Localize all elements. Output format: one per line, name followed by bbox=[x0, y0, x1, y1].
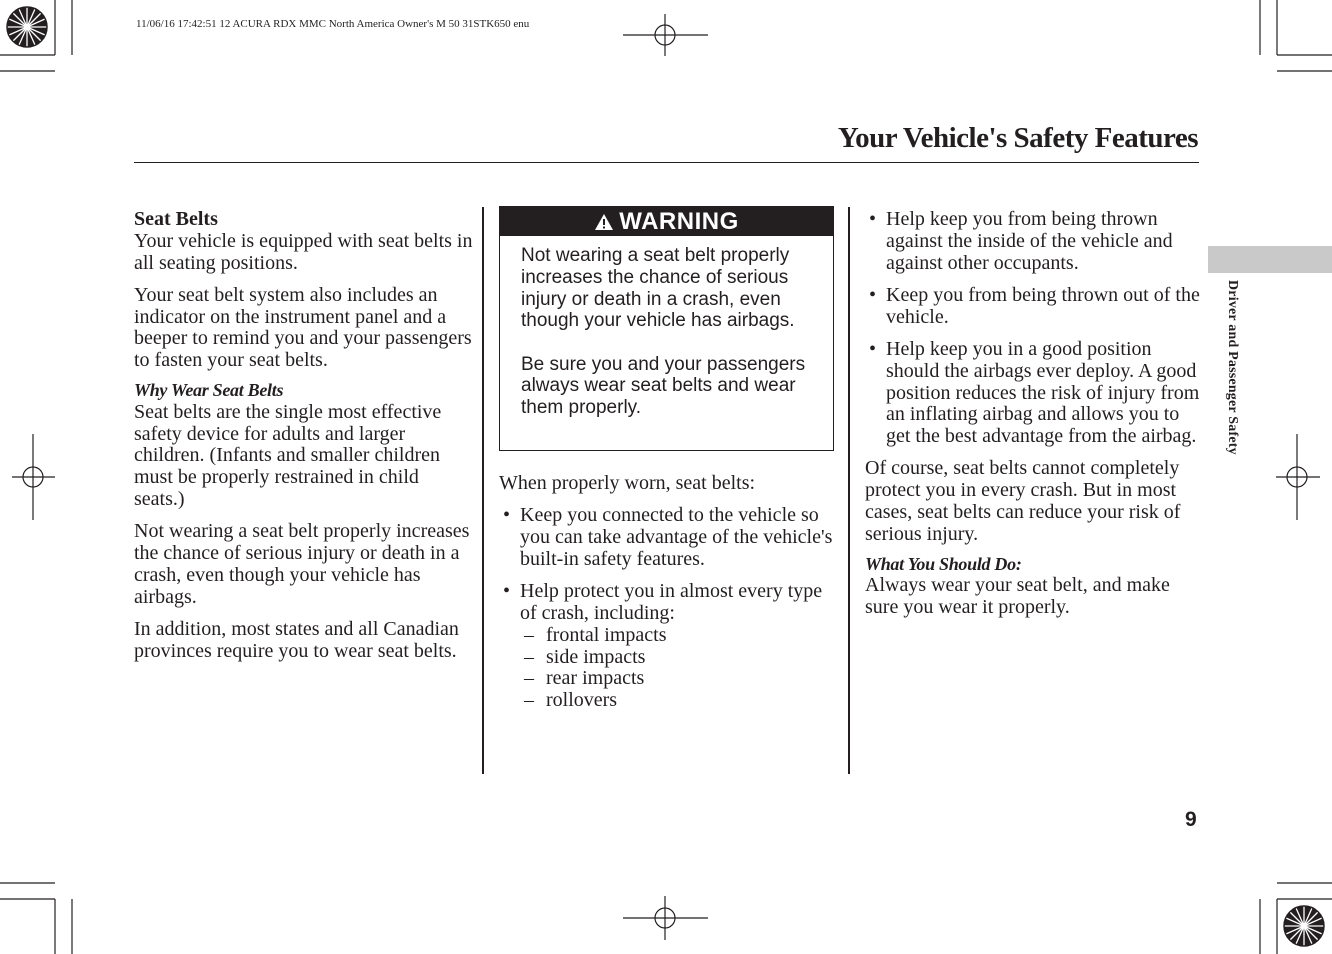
warning-text: Not wearing a seat belt properly increases the chance of serious injury or death in a crash, even though your vehicle has airbags. bbox=[521, 245, 795, 332]
crash-types-list bbox=[520, 625, 834, 712]
list-item: – frontal impacts bbox=[520, 625, 834, 647]
list-item: • Help keep you from being thrown against the inside of the vehicle and against other occupants. bbox=[865, 209, 1201, 274]
paragraph: Seat belts are the single most effective safety device for adults and larger children. (Infants and smaller children must be properly restrained in child seats.) bbox=[134, 400, 442, 511]
warning-text: Be sure you and your passengers always wear seat belts and wear them properly. bbox=[521, 353, 806, 419]
column-divider bbox=[848, 207, 850, 774]
list-item: • Help keep you in a good position should the airbags ever deploy. A good position reduces the risk of injury from an inflating airbag and allows you to get the best advantage from the airbag. bbox=[865, 339, 1201, 448]
list-item-text: Help protect you in almost every type of crash, including: bbox=[520, 580, 823, 624]
print-header: 11/06/16 17:42:51 12 ACURA RDX MMC North America Owner's M 50 31STK650 enu bbox=[136, 18, 530, 30]
column-divider bbox=[482, 207, 484, 774]
list-item: – rollovers bbox=[520, 690, 834, 712]
page-title: Your Vehicle's Safety Features bbox=[837, 122, 1198, 154]
warning-header bbox=[500, 207, 833, 236]
paragraph: Not wearing a seat belt properly increases the chance of serious injury or death in a crash, even though your vehicle has airbags. bbox=[134, 520, 470, 608]
warning-box bbox=[499, 206, 834, 451]
subheading: Why Wear Seat Belts bbox=[134, 380, 284, 401]
list-item bbox=[499, 581, 834, 712]
section-tab-label: Driver and Passenger Safety bbox=[1225, 280, 1240, 455]
list-item: – side impacts bbox=[520, 647, 834, 669]
column-3 bbox=[865, 209, 1201, 619]
benefits-list bbox=[499, 505, 834, 712]
subheading: What You Should Do: bbox=[865, 553, 1022, 574]
paragraph: Your vehicle is equipped with seat belts in all seating positions. bbox=[134, 229, 473, 274]
list-item: • Keep you from being thrown out of the vehicle. bbox=[865, 285, 1201, 329]
warning-body bbox=[500, 236, 833, 419]
paragraph: Your seat belt system also includes an indicator on the instrument panel and a beeper to remind you and your passengers to fasten your seat belts. bbox=[134, 283, 472, 372]
warning-triangle-icon bbox=[594, 213, 614, 231]
column-1 bbox=[134, 209, 474, 663]
section-tab bbox=[1208, 246, 1332, 273]
section-heading: Seat Belts bbox=[134, 208, 218, 230]
list-item: • Keep you connected to the vehicle so you can take advantage of the vehicle's built-in safety features. bbox=[499, 505, 834, 570]
paragraph: Always wear your seat belt, and make sure you wear it properly. bbox=[865, 574, 1170, 619]
column-2 bbox=[499, 473, 834, 712]
paragraph: When properly worn, seat belts: bbox=[499, 472, 756, 494]
list-item: – rear impacts bbox=[520, 668, 834, 690]
page-number: 9 bbox=[1185, 808, 1197, 831]
paragraph: In addition, most states and all Canadian provinces require you to wear seat belts. bbox=[134, 618, 459, 662]
benefits-list bbox=[865, 209, 1201, 448]
title-rule bbox=[134, 162, 1199, 163]
warning-title: WARNING bbox=[619, 207, 739, 235]
paragraph: Of course, seat belts cannot completely protect you in every crash. But in most cases, seat belts can reduce your risk of serious injury. bbox=[865, 457, 1181, 545]
